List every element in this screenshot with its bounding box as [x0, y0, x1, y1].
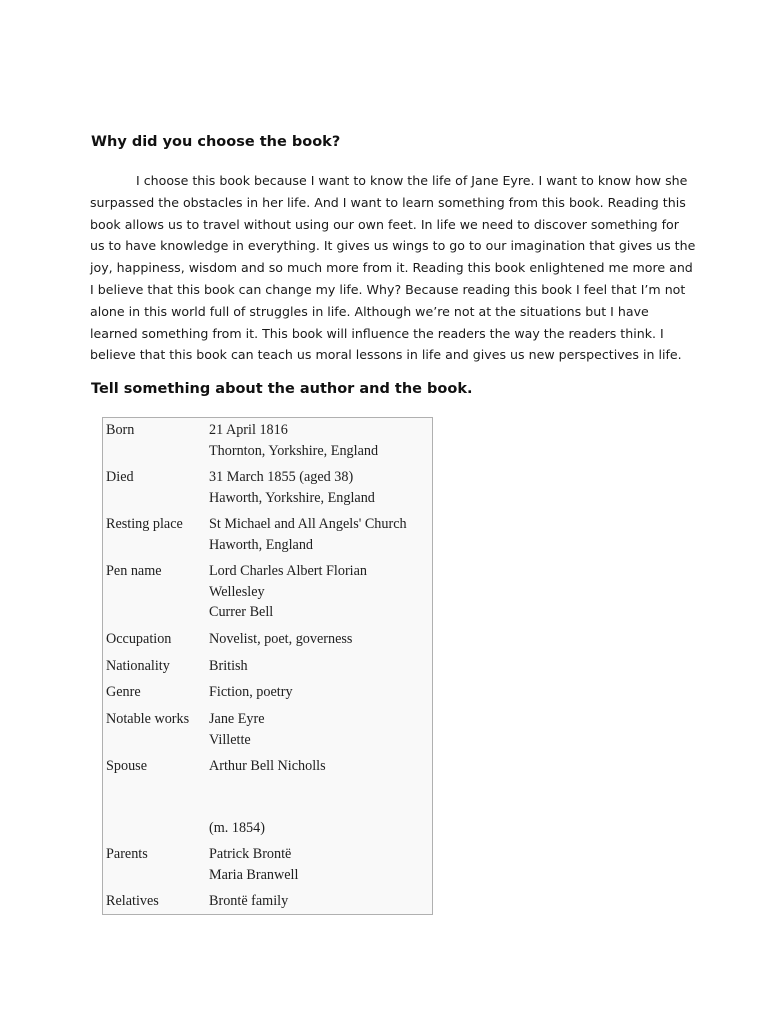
- infobox-value-line: (m. 1854): [209, 819, 265, 836]
- paragraph-line: I choose this book because I want to know the life of Jane Eyre. I want to know how she: [136, 173, 688, 188]
- answer-paragraph: [90, 170, 696, 366]
- paragraph-line: believe that this book can teach us moral lessons in life and gives us new perspectives in life.: [90, 347, 682, 363]
- infobox-value: [209, 629, 352, 650]
- infobox-label: Notable works: [106, 711, 190, 727]
- infobox-value: [209, 467, 375, 508]
- infobox-value-line: Haworth, England: [209, 536, 314, 553]
- paragraph-line: alone in this world full of struggles in life. Although we’re not at the situations but I have: [90, 303, 649, 319]
- infobox-value-line: Patrick Brontë: [209, 846, 292, 862]
- infobox-value-line: Arthur Bell Nicholls: [209, 758, 326, 774]
- infobox-value-line: [209, 797, 326, 818]
- infobox-value: [209, 656, 248, 677]
- infobox-value: [209, 756, 326, 838]
- paragraph-line: book allows us to travel without using our own feet. In life we need to discover something for: [90, 216, 679, 232]
- infobox-value: [209, 561, 367, 623]
- infobox-value: [209, 514, 407, 555]
- infobox-value-line: Haworth, Yorkshire, England: [209, 489, 375, 506]
- infobox-value-line: St Michael and All Angels' Church: [209, 516, 407, 532]
- infobox-value-line: 21 April 1816: [209, 422, 288, 438]
- paragraph-line: learned something from it. This book will influence the readers the way the readers think. I: [90, 325, 664, 341]
- infobox-label: Spouse: [106, 758, 147, 774]
- infobox-value-line: Currer Bell: [209, 604, 274, 621]
- infobox-value: [209, 420, 378, 461]
- infobox-value: [209, 891, 288, 912]
- infobox-value-line: Lord Charles Albert Florian: [209, 563, 368, 579]
- infobox-label: Nationality: [106, 658, 170, 674]
- infobox-value: [209, 844, 298, 885]
- infobox-value-line: Novelist, poet, governess: [209, 631, 353, 647]
- question-heading-choose-book: Why did you choose the book?: [91, 134, 341, 150]
- infobox-value-line: Villette: [209, 731, 251, 748]
- paragraph-line: us to have knowledge in everything. It gives us wings to go to our imagination that gives us the: [90, 238, 696, 254]
- paragraph-line: joy, happiness, wisdom and so much more from it. Reading this book enlightened me more and: [90, 260, 693, 276]
- infobox-value: [209, 682, 293, 703]
- infobox-value-line: Jane Eyre: [209, 711, 265, 727]
- infobox-value-line: British: [209, 658, 248, 674]
- infobox-label: Pen name: [106, 563, 162, 579]
- infobox-label: Parents: [106, 846, 148, 862]
- infobox-value-line: Thornton, Yorkshire, England: [209, 442, 379, 459]
- author-infobox: [102, 417, 433, 915]
- infobox-value-line: 31 March 1855 (aged 38): [209, 469, 354, 485]
- infobox-value-line: Wellesley: [209, 583, 265, 600]
- infobox-label: Occupation: [106, 631, 172, 647]
- infobox-label: Resting place: [106, 516, 183, 532]
- infobox-label: Born: [106, 422, 135, 438]
- paragraph-line: I believe that this book can change my life. Why? Because reading this book I feel that I’m not: [90, 281, 686, 297]
- infobox-label: Genre: [106, 684, 141, 700]
- infobox-label: Died: [106, 469, 134, 485]
- infobox-value-line: Fiction, poetry: [209, 684, 293, 700]
- paragraph-line: surpassed the obstacles in her life. And I want to learn something from this book. Reading this: [90, 194, 686, 210]
- infobox-value-line: Brontë family: [209, 893, 289, 909]
- infobox-value: [209, 709, 265, 750]
- infobox-value-line: [209, 777, 326, 798]
- infobox-value-line: Maria Branwell: [209, 866, 299, 883]
- infobox-label: Relatives: [106, 893, 159, 909]
- question-heading-author-book: Tell something about the author and the book.: [91, 381, 473, 397]
